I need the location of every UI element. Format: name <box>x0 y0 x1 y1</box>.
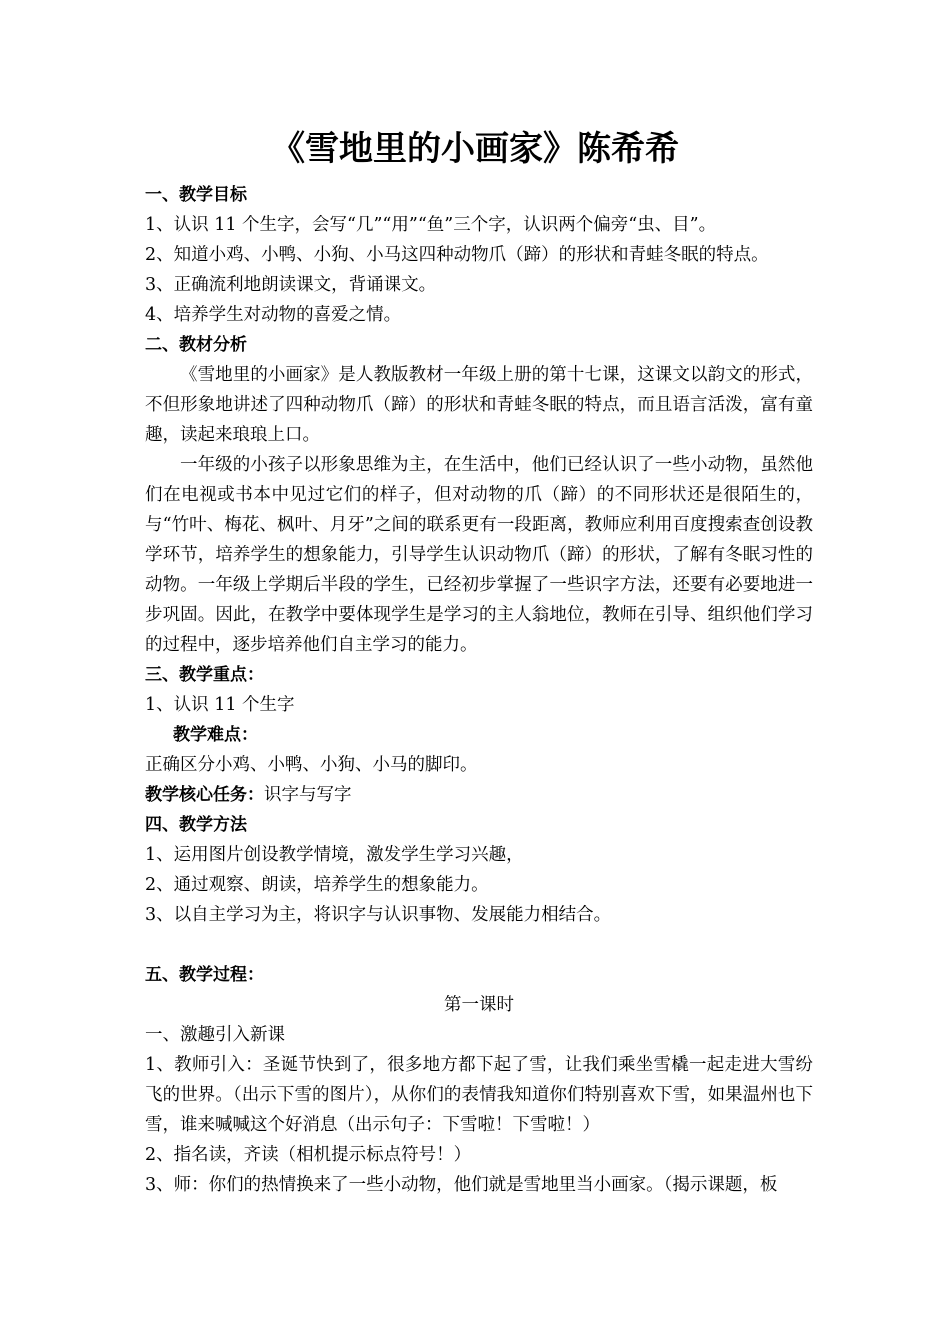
blank-line <box>145 930 813 960</box>
step-heading: 一、激趣引入新课 <box>145 1025 285 1045</box>
step-item: 2、指名读，齐读（相机提示标点符号！） <box>145 1145 472 1165</box>
section-heading-process: 五、教学过程： <box>145 965 264 985</box>
method-item: 1、运用图片创设教学情境，激发学生学习兴趣， <box>145 845 524 865</box>
lesson-title: 第一课时 <box>444 995 514 1015</box>
difficulty-text: 正确区分小鸡、小鸭、小狗、小马的脚印。 <box>145 755 478 775</box>
analysis-paragraph: 一年级的小孩子以形象思维为主，在生活中，他们已经认识了一些小动物，虽然他们在电视或书本中见过它们的样子，但对动物的爪（蹄）的不同形状还是很陌生的，与“竹叶、梅花、枫叶、月牙”之间的联系更有一段距离，教师应利用百度搜索查创设教学环节，培养学生的想象能力，引导学生认识动物爪（蹄）的形状，了解有冬眠习性的动物。一年级上学期后半段的学生，已经初步掌握了一些识字方法，还要有必要地进一步巩固。因此，在教学中要体现学生是学习的主人翁地位，教师在引导、组织他们学习的过程中，逐步培养他们自主学习的能力。 <box>145 455 813 655</box>
difficulty-heading: 教学难点： <box>173 725 258 745</box>
step-item: 3、师：你们的热情换来了一些小动物，他们就是雪地里当小画家。（揭示课题，板 <box>145 1175 778 1195</box>
method-item: 3、以自主学习为主，将识字与认识事物、发展能力相结合。 <box>145 905 612 925</box>
section-heading-goals: 一、教学目标 <box>145 185 247 205</box>
core-task-line <box>145 780 813 810</box>
analysis-paragraph: 《雪地里的小画家》是人教版教材一年级上册的第十七课，这课文以韵文的形式，不但形象地讲述了四种动物爪（蹄）的形状和青蛙冬眠的特点，而且语言活泼，富有童趣，读起来琅琅上口。 <box>145 365 813 445</box>
document-title: 《雪地里的小画家》陈希希 <box>271 129 679 169</box>
document-body <box>145 180 813 1200</box>
goal-item: 1、认识 11 个生字，会写“几”“用”“鱼”三个字，认识两个偏旁“虫、目”。 <box>145 215 717 235</box>
method-item: 2、通过观察、朗读，培养学生的想象能力。 <box>145 875 489 895</box>
section-heading-key-points: 三、教学重点： <box>145 665 264 685</box>
section-heading-methods: 四、教学方法 <box>145 815 247 835</box>
section-heading-analysis: 二、教材分析 <box>145 335 247 355</box>
step-item: 1、教师引入：圣诞节快到了，很多地方都下起了雪，让我们乘坐雪橇一起走进大雪纷飞的世界。（出示下雪的图片），从你们的表情我知道你们特别喜欢下雪，如果温州也下雪，谁来喊喊这个好消息（出示句子：下雪啦！下雪啦！） <box>145 1055 813 1135</box>
key-point-item: 1、认识 11 个生字 <box>145 695 295 715</box>
core-task-label: 教学核心任务： <box>145 785 264 805</box>
core-task-text: 识字与写字 <box>264 785 352 805</box>
goal-item: 4、培养学生对动物的喜爱之情。 <box>145 305 402 325</box>
goal-item: 2、知道小鸡、小鸭、小狗、小马这四种动物爪（蹄）的形状和青蛙冬眠的特点。 <box>145 245 769 265</box>
goal-item: 3、正确流利地朗读课文，背诵课文。 <box>145 275 437 295</box>
